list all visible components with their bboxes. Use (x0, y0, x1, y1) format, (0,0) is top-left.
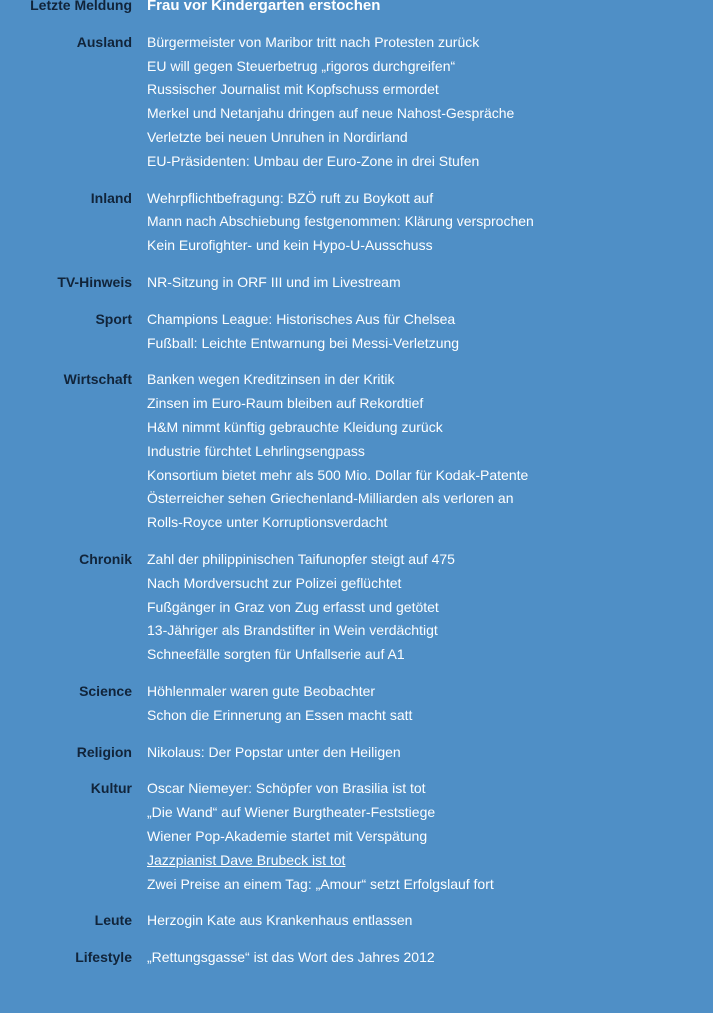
section-tv-hinweis (0, 271, 713, 295)
headline-link[interactable]: Zwei Preise an einem Tag: „Amour“ setzt Erfolgslauf fort (147, 875, 494, 892)
headline-link[interactable]: Kein Eurofighter- und kein Hypo-U-Ausschuss (147, 237, 433, 254)
section-label: Ausland (76, 33, 132, 50)
headline-list (147, 741, 401, 765)
headline-link[interactable]: Frau vor Kindergarten erstochen (147, 0, 381, 14)
headline-link[interactable]: Nikolaus: Der Popstar unter den Heiligen (147, 743, 401, 760)
section-label: Sport (95, 310, 132, 327)
headline-link[interactable]: EU-Präsidenten: Umbau der Euro-Zone in drei Stufen (147, 152, 480, 169)
section-label: TV-Hinweis (57, 273, 132, 290)
headline-link[interactable]: Oscar Niemeyer: Schöpfer von Brasilia ist tot (147, 780, 426, 797)
headline-link[interactable]: „Rettungsgasse“ ist das Wort des Jahres 2012 (147, 949, 435, 966)
headline-link[interactable]: Wehrpflichtbefragung: BZÖ ruft zu Boykott auf (147, 189, 434, 206)
section-label: Inland (90, 189, 132, 206)
headline-link[interactable]: Herzogin Kate aus Krankenhaus entlassen (147, 912, 413, 929)
headline-list (147, 946, 435, 970)
headline-list (147, 187, 534, 258)
headline-link[interactable]: Champions League: Historisches Aus für Chelsea (147, 310, 456, 327)
headline-list (147, 909, 412, 933)
headline-list (147, 31, 514, 174)
section-label: Lifestyle (75, 949, 132, 966)
headline-link[interactable]: Mann nach Abschiebung festgenommen: Klärung versprochen (147, 213, 534, 230)
section-religion (0, 741, 713, 765)
headline-link[interactable]: Österreicher sehen Griechenland-Milliarden als verloren an (147, 490, 514, 507)
section-kultur (0, 777, 713, 896)
headline-link[interactable]: Russischer Journalist mit Kopfschuss ermordet (147, 81, 439, 98)
section-label: Science (79, 682, 132, 699)
headline-link[interactable]: Schneefälle sorgten für Unfallserie auf A1 (147, 646, 405, 663)
headline-link[interactable]: EU will gegen Steuerbetrug „rigoros durchgreifen“ (147, 57, 456, 74)
headline-link[interactable]: Banken wegen Kreditzinsen in der Kritik (147, 371, 395, 388)
headline-link[interactable]: Fußgänger in Graz von Zug erfasst und getötet (147, 598, 439, 615)
headline-list (147, 680, 412, 728)
section-leute (0, 909, 713, 933)
headline-list (147, 308, 459, 356)
headline-link[interactable]: Wiener Pop-Akademie startet mit Verspätung (147, 827, 428, 844)
section-wirtschaft (0, 368, 713, 535)
headline-link[interactable]: Zinsen im Euro-Raum bleiben auf Rekordtief (147, 395, 424, 412)
section-inland (0, 187, 713, 258)
headline-list (147, 777, 494, 896)
section-label: Chronik (79, 550, 132, 567)
headline-link[interactable]: Fußball: Leichte Entwarnung bei Messi-Verletzung (147, 334, 460, 351)
section-label: Kultur (90, 780, 132, 797)
headline-list (147, 548, 455, 667)
section-label: Letzte Meldung (30, 0, 132, 13)
section-label: Religion (76, 743, 132, 760)
headline-link[interactable]: Nach Mordversucht zur Polizei geflüchtet (147, 574, 402, 591)
headline-link[interactable]: Industrie fürchtet Lehrlingsengpass (147, 442, 365, 459)
headline-list (147, 0, 380, 18)
headline-link[interactable]: H&M nimmt künftig gebrauchte Kleidung zurück (147, 418, 443, 435)
section-chronik (0, 548, 713, 667)
section-ausland (0, 31, 713, 174)
headline-link[interactable]: Verletzte bei neuen Unruhen in Nordirland (147, 128, 408, 145)
headline-link[interactable]: Zahl der philippinischen Taifunopfer steigt auf 475 (147, 550, 455, 567)
headline-link[interactable]: 13-Jähriger als Brandstifter in Wein verdächtigt (147, 622, 438, 639)
section-sport (0, 308, 713, 356)
section-label: Leute (94, 912, 132, 929)
headline-link[interactable]: Rolls-Royce unter Korruptionsverdacht (147, 514, 388, 531)
headline-link-hovered[interactable]: Jazzpianist Dave Brubeck ist tot (147, 851, 346, 868)
headline-link[interactable]: NR-Sitzung in ORF III und im Livestream (147, 273, 401, 290)
headline-link[interactable]: Höhlenmaler waren gute Beobachter (147, 682, 376, 699)
headline-link[interactable]: Bürgermeister von Maribor tritt nach Protesten zurück (147, 33, 480, 50)
headline-link[interactable]: Konsortium bietet mehr als 500 Mio. Dollar für Kodak-Patente (147, 466, 529, 483)
headline-list (147, 271, 401, 295)
section-science (0, 680, 713, 728)
section-letzte-meldung (0, 0, 713, 18)
section-lifestyle (0, 946, 713, 970)
headline-link[interactable]: „Die Wand“ auf Wiener Burgtheater-Feststiege (147, 804, 436, 821)
headline-link[interactable]: Schon die Erinnerung an Essen macht satt (147, 706, 413, 723)
section-label: Wirtschaft (63, 371, 132, 388)
headline-link[interactable]: Merkel und Netanjahu dringen auf neue Nahost-Gespräche (147, 105, 515, 122)
headline-list (147, 368, 528, 535)
